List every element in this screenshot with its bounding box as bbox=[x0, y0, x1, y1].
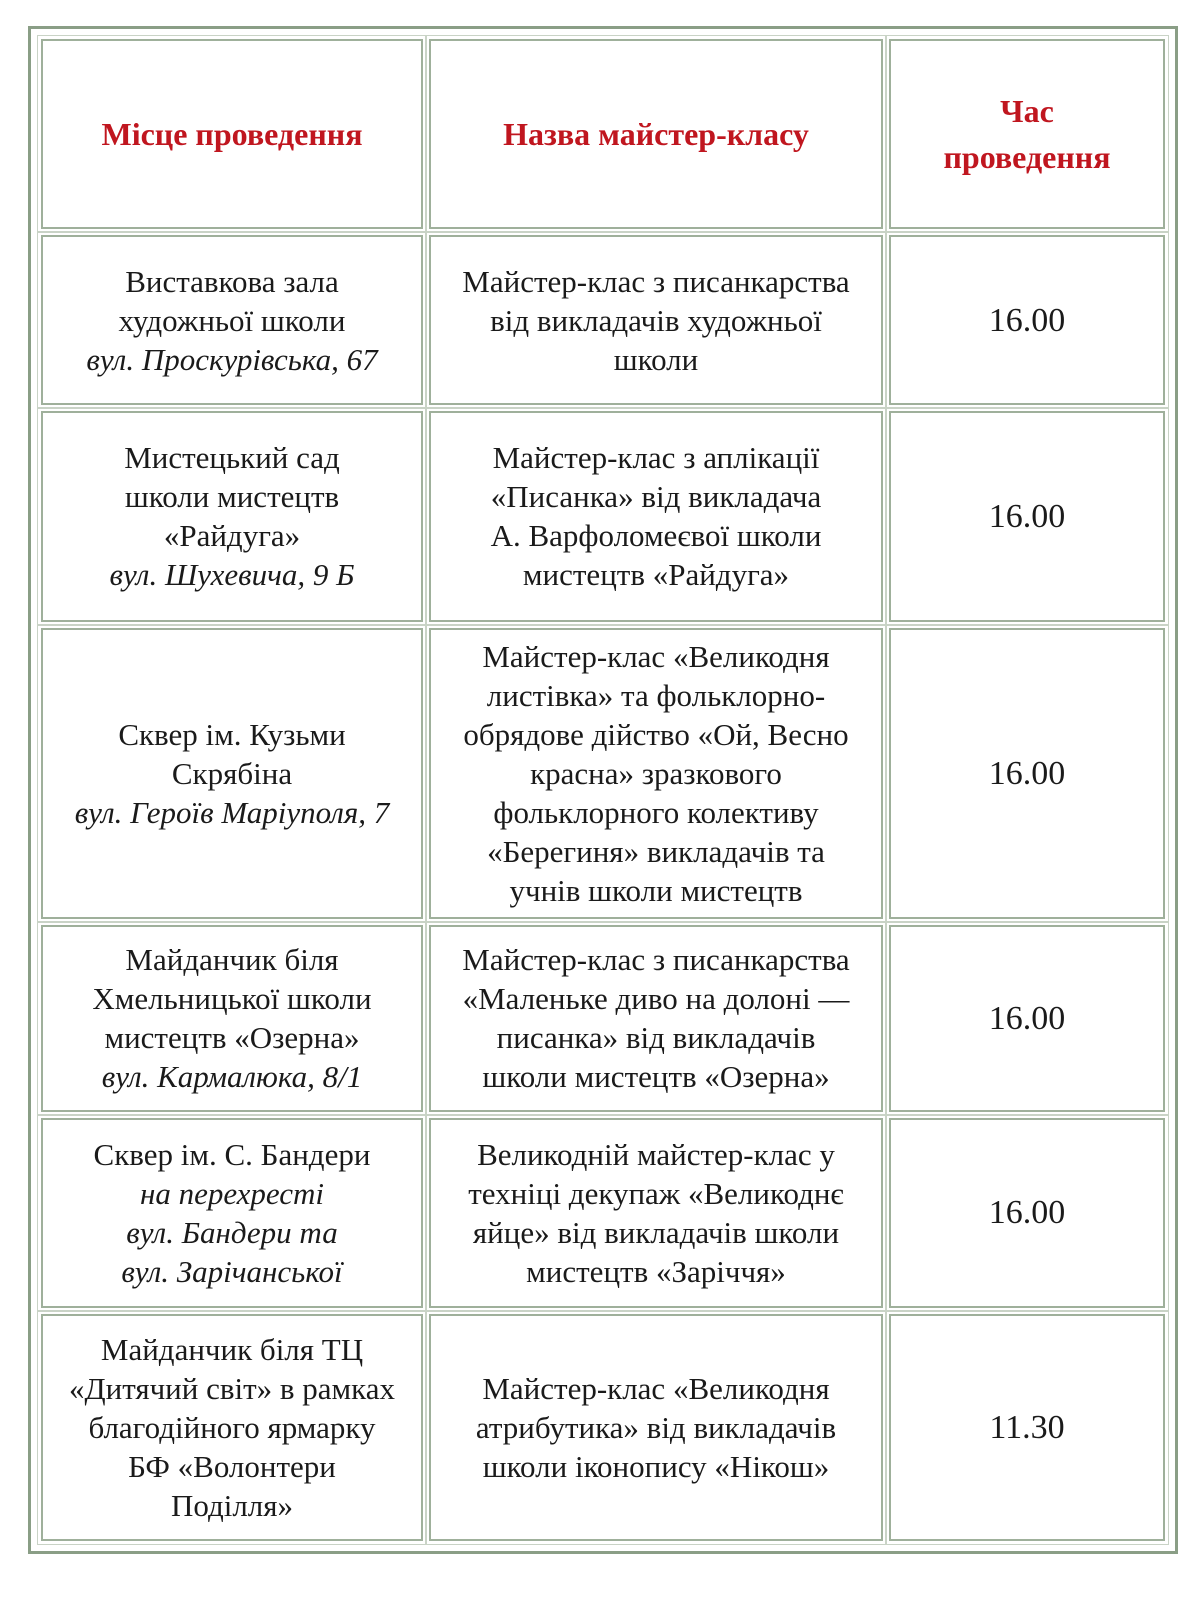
masterclass-text: Майстер-клас з аплікації bbox=[492, 440, 820, 476]
masterclass-cell bbox=[429, 628, 883, 920]
time-cell bbox=[889, 628, 1165, 920]
masterclass-text: А. Варфоломеєвої школи bbox=[490, 518, 822, 554]
masterclass-text: яйце» від викладачів школи bbox=[472, 1214, 840, 1250]
place-text: «Дитячий світ» в рамках bbox=[68, 1370, 396, 1406]
masterclass-text: «Берегиня» викладачів та bbox=[487, 834, 825, 870]
address-text: вул. Кармалюка, 8/1 bbox=[101, 1059, 363, 1095]
masterclass-text: «Маленьке диво на долоні — bbox=[462, 981, 850, 1017]
time-text: 16.00 bbox=[988, 1194, 1066, 1232]
masterclass-cell bbox=[429, 925, 883, 1111]
header-place bbox=[41, 39, 423, 229]
place-text: Мистецький сад bbox=[124, 440, 340, 476]
masterclass-cell bbox=[429, 411, 883, 622]
schedule-frame bbox=[28, 26, 1178, 1554]
place-cell bbox=[41, 1314, 423, 1541]
time-cell bbox=[889, 235, 1165, 405]
time-text: 16.00 bbox=[988, 301, 1066, 339]
address-text: вул. Героїв Маріуполя, 7 bbox=[74, 795, 390, 831]
time-cell bbox=[889, 1314, 1165, 1541]
masterclass-text: школи bbox=[613, 341, 699, 377]
place-text: Виставкова зала bbox=[125, 263, 339, 299]
masterclass-cell bbox=[429, 1118, 883, 1308]
address-text: вул. Зарічанської bbox=[121, 1253, 343, 1289]
place-cell bbox=[41, 925, 423, 1111]
masterclass-cell bbox=[429, 1314, 883, 1541]
header-time-label-line1: Час bbox=[1000, 93, 1054, 130]
place-text: благодійного ярмарку bbox=[88, 1409, 376, 1445]
time-cell bbox=[889, 925, 1165, 1111]
table-header-row bbox=[41, 39, 1165, 229]
time-cell bbox=[889, 1118, 1165, 1308]
place-text: мистецтв «Озерна» bbox=[104, 1020, 360, 1056]
place-text: Поділля» bbox=[170, 1487, 294, 1523]
masterclass-text: листівка» та фольклорно- bbox=[486, 678, 826, 714]
masterclass-text: фольклорного колективу bbox=[493, 795, 819, 831]
place-text: художньої школи bbox=[118, 302, 346, 338]
table-row bbox=[41, 1314, 1165, 1541]
masterclass-text: Майстер-клас з писанкарства bbox=[462, 942, 850, 978]
masterclass-text: техніці декупаж «Великоднє bbox=[468, 1175, 844, 1211]
table-row bbox=[41, 1118, 1165, 1308]
time-text: 16.00 bbox=[988, 497, 1066, 535]
place-text: Скрябіна bbox=[171, 756, 293, 792]
table-row bbox=[41, 411, 1165, 622]
header-name bbox=[429, 39, 883, 229]
place-cell bbox=[41, 411, 423, 622]
address-text: вул. Проскурівська, 67 bbox=[86, 341, 378, 377]
time-text: 11.30 bbox=[989, 1408, 1065, 1446]
masterclass-text: Майстер-клас «Великодня bbox=[482, 639, 830, 675]
masterclass-text: Майстер-клас з писанкарства bbox=[462, 263, 850, 299]
table-row bbox=[41, 628, 1165, 920]
masterclass-text: атрибутика» від викладачів bbox=[475, 1409, 837, 1445]
masterclass-text: «Писанка» від викладача bbox=[490, 479, 822, 515]
masterclass-text: Великодній майстер-клас у bbox=[477, 1136, 835, 1172]
place-text: Хмельницької школи bbox=[92, 981, 372, 1017]
header-time-label-line2: проведення bbox=[943, 139, 1111, 176]
place-text: «Райдуга» bbox=[163, 518, 301, 554]
schedule-table bbox=[35, 33, 1171, 1547]
place-text: Сквер ім. Кузьми bbox=[118, 717, 346, 753]
header-place-label: Місце проведення bbox=[101, 116, 363, 153]
masterclass-text: школи іконопису «Нікош» bbox=[482, 1448, 830, 1484]
masterclass-text: мистецтв «Райдуга» bbox=[522, 557, 790, 593]
masterclass-text: писанка» від викладачів bbox=[496, 1020, 816, 1056]
masterclass-text: красна» зразкового bbox=[530, 756, 782, 792]
masterclass-text: Майстер-клас «Великодня bbox=[482, 1370, 830, 1406]
table-row bbox=[41, 925, 1165, 1111]
time-text: 16.00 bbox=[988, 999, 1066, 1037]
place-text: Майданчик біля ТЦ bbox=[100, 1331, 364, 1367]
place-text: школи мистецтв bbox=[124, 479, 340, 515]
place-text: БФ «Волонтери bbox=[128, 1448, 336, 1484]
address-text: на перехресті bbox=[139, 1175, 325, 1211]
masterclass-text: учнів школи мистецтв bbox=[509, 873, 803, 909]
place-text: Майданчик біля bbox=[125, 942, 339, 978]
place-cell bbox=[41, 628, 423, 920]
table-row bbox=[41, 235, 1165, 405]
place-cell bbox=[41, 1118, 423, 1308]
masterclass-text: школи мистецтв «Озерна» bbox=[482, 1059, 830, 1095]
address-text: вул. Шухевича, 9 Б bbox=[109, 557, 355, 593]
masterclass-text: мистецтв «Заріччя» bbox=[526, 1253, 786, 1289]
masterclass-text: від викладачів художньої bbox=[490, 302, 822, 338]
header-name-label: Назва майстер-класу bbox=[503, 116, 809, 153]
masterclass-cell bbox=[429, 235, 883, 405]
time-text: 16.00 bbox=[988, 755, 1066, 793]
place-text: Сквер ім. С. Бандери bbox=[93, 1136, 371, 1172]
address-text: вул. Бандери та bbox=[126, 1214, 338, 1250]
time-cell bbox=[889, 411, 1165, 622]
masterclass-text: обрядове дійство «Ой, Весно bbox=[463, 717, 849, 753]
header-time bbox=[889, 39, 1165, 229]
place-cell bbox=[41, 235, 423, 405]
